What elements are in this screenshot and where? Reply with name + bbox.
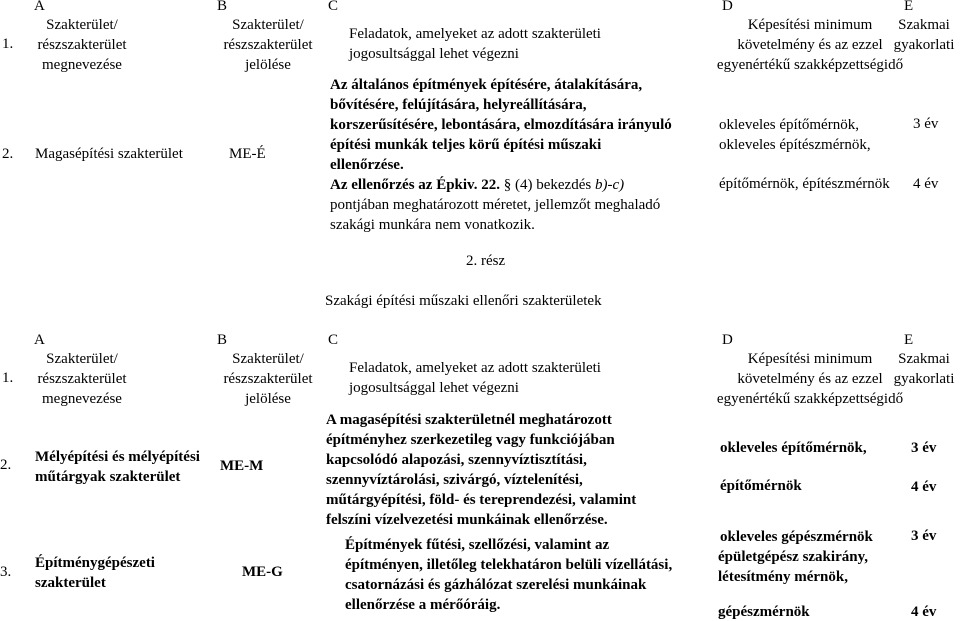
- header-row-number: 1.: [2, 370, 14, 386]
- row-number: 2.: [2, 146, 14, 162]
- area-name: Építménygépészeti szakterület: [35, 555, 155, 591]
- task-note: Az ellenőrzés az Épkiv. 22. § (4) bekezdés b)-c) pontjában meghatározott méretet, jellemzőt meghaladó szakági munkára nem vonatkozik.: [330, 177, 661, 233]
- row-number: 2.: [0, 457, 12, 473]
- header-col-b: Szakterület/ részszakterület jelölése: [223, 351, 313, 407]
- header-col-c: Feladatok, amelyeket az adott szakterületi jogosultsággal lehet végezni: [349, 26, 601, 62]
- header-col-d: Képesítési minimum követelmény és az ezzel egyenértékű szakképzettségidő: [716, 17, 904, 73]
- col-letter-a: A: [34, 332, 45, 348]
- col-letter-a: A: [34, 0, 45, 14]
- col-letter-b: B: [217, 332, 228, 348]
- col-letter-d: D: [722, 332, 733, 348]
- practice-years-1: 3 év: [911, 440, 937, 456]
- col-letter-c: C: [328, 332, 339, 348]
- header-col-a: Szakterület/ részszakterület megnevezése: [37, 351, 127, 407]
- section-title: Szakági építési műszaki ellenőri szakterületek: [325, 293, 602, 309]
- area-code: ME-M: [220, 458, 264, 474]
- qualification-alt: építőmérnök, építészmérnök: [719, 176, 890, 192]
- qualification-1: okleveles építőmérnök,: [720, 440, 867, 456]
- task-description: Az általános építmények építésére, átalakítására, bővítésére, felújítására, helyreállítására, korszerűsítésére, lebontására, elmozdítására irányuló építési munkák teljes körű építési műszaki ellenőrzése.: [330, 77, 672, 173]
- header-col-b: Szakterület/ részszakterület jelölése: [223, 17, 313, 73]
- practice-years-2: 4 év: [913, 176, 939, 192]
- area-name: Mélyépítési és mélyépítési műtárgyak szakterület: [35, 449, 200, 485]
- row-number: 3.: [0, 564, 12, 580]
- qualification-list: okleveles építőmérnök, okleveles építészmérnök,: [719, 117, 871, 153]
- qualification-2: építőmérnök: [720, 478, 802, 494]
- col-letter-d: D: [722, 0, 733, 14]
- qualification-2: gépészmérnök: [718, 604, 810, 620]
- practice-years-2: 4 év: [911, 479, 937, 495]
- header-col-c: Feladatok, amelyeket az adott szakterületi jogosultsággal lehet végezni: [349, 360, 601, 396]
- header-col-e: Szakmai gyakorlati: [893, 351, 955, 387]
- col-letter-b: B: [217, 0, 228, 14]
- header-col-a: Szakterület/ részszakterület megnevezése: [37, 17, 127, 73]
- area-name: Magasépítési szakterület: [35, 146, 183, 162]
- task-description: A magasépítési szakterületnél meghatározott építményhez szerkezetileg vagy funkciójában kapcsolódó alapozási, szennyvíztisztítási, szennyvíztárolási, szivárgó, víztelenítési, műtárgyépítési, föld- és tereprendezési, valamint felszíni vízelvezetési munkáinak ellenőrzése.: [326, 412, 637, 528]
- area-code: ME-É: [229, 146, 266, 162]
- area-code: ME-G: [242, 564, 283, 580]
- practice-years-2: 4 év: [911, 604, 937, 620]
- task-description: Építmények fűtési, szellőzési, valamint az építményen, illetőleg telekhatáron belüli vízellátási, csatornázási és gázhálózat szerelési munkáinak ellenőrzése a mérőóráig.: [345, 537, 673, 613]
- practice-years-1: 3 év: [913, 116, 939, 132]
- col-letter-c: C: [328, 0, 339, 14]
- col-letter-e: E: [904, 0, 914, 14]
- part-number: 2. rész: [466, 253, 506, 269]
- header-row-number: 1.: [2, 36, 14, 52]
- header-col-d: Képesítési minimum követelmény és az ezzel egyenértékű szakképzettségidő: [716, 351, 904, 407]
- header-col-e: Szakmai gyakorlati: [893, 17, 955, 53]
- practice-years-1: 3 év: [911, 528, 937, 544]
- qualification-1: okleveles gépészmérnök épületgépész szakirány, létesítmény mérnök,: [718, 529, 873, 585]
- col-letter-e: E: [904, 332, 914, 348]
